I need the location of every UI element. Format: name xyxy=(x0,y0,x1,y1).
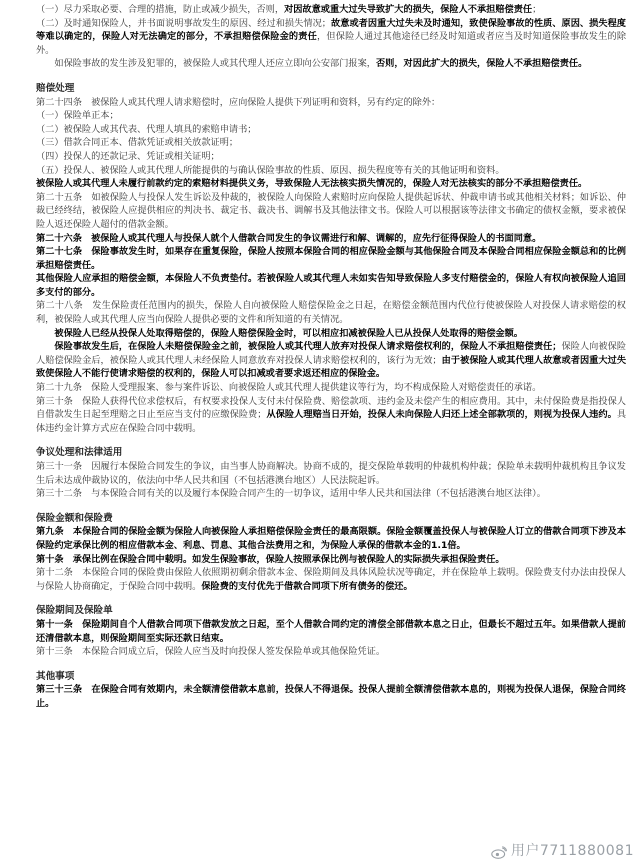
clause-paragraph xyxy=(36,395,626,436)
bold-clause-text: 由于被保险人或其代理人故意或者因重大过失致使保险人不能行使请求赔偿的权利的，保险人可以扣减或者要求返还相应的保险金。 xyxy=(36,354,627,380)
bold-clause-text: 故意或者因重大过失未及时通知，致使保险事故的性质、原因、损失程度等难以确定的，保险人对无法确定的部分，不承担赔偿保险金的责任 xyxy=(36,17,626,43)
clause-text: 第三十二条 与本保险合同有关的以及履行本保险合同产生的一切争议，适用中华人民共和国法律（不包括港澳台地区法律）。 xyxy=(36,488,546,500)
clause-paragraph xyxy=(36,553,626,567)
watermark-text: 用户7711880081 xyxy=(510,843,634,860)
bold-clause-text: 第九条 本保险合同的保险金额为保险人向被保险人承担赔偿保险金责任的最高限额。保险金额覆盖投保人与被保险人订立的借款合同项下涉及本保险约定承保比例的相应借款本金、利息、罚息、其他合法费用之和，为保险人承保的借款本金的1.1倍。 xyxy=(36,526,626,551)
clause-text: （三）借款合同正本、借款凭证或相关放款证明； xyxy=(36,137,239,149)
clause-paragraph xyxy=(36,123,626,137)
clause-text: 保险人向被保险人赔偿保险金后，被保险人或其代理人未经保险人同意放弃对投保人请求赔偿权利的，该行为无效； xyxy=(36,341,627,366)
clause-paragraph xyxy=(36,17,626,58)
clause-paragraph xyxy=(36,645,626,659)
policy-document xyxy=(36,3,626,711)
clause-text: 第十二条 本保险合同的保险费由保险人依照期初剩余借款本金、保险期间及具体风险状况等确定，并在保险单上载明。保险费支付办法由投保人与保险人协商确定，于保险合同中载明。 xyxy=(36,567,626,592)
clause-paragraph xyxy=(36,3,626,17)
clause-paragraph xyxy=(36,525,626,552)
clause-paragraph xyxy=(36,109,626,123)
clause-paragraph xyxy=(36,381,626,395)
clause-paragraph xyxy=(36,96,626,110)
bold-clause-text: 保险费的支付优先于借款合同项下所有债务的偿还。 xyxy=(201,580,413,592)
clause-paragraph xyxy=(36,566,626,593)
clause-text: 如保险事故的发生涉及犯罪的，被保险人或其代理人还应立即向公安部门报案， xyxy=(54,58,376,70)
section-heading: 保险期间及保险单 xyxy=(36,605,113,617)
clause-paragraph xyxy=(36,191,626,232)
clause-paragraph xyxy=(36,683,626,710)
bold-clause-text: 第二十七条 保险事故发生时，如果存在重复保险，保险人按照本保险合同的相应保险金额与其他保险合同及本保险合同相应保险金额总和的比例承担赔偿责任。 xyxy=(36,246,626,271)
clause-text: 第三十条 保险人获得代位求偿权后，有权要求投保人支付未付保险费、赔偿款项、违约金及未偿产生的相应费用。其中，未付保险费是指投保人自借款发生日起至理赔之日止至应当支付的应缴保险费； xyxy=(36,395,626,421)
clause-paragraph xyxy=(36,327,626,341)
section-heading: 争议处理和法律适用 xyxy=(36,447,123,459)
bold-clause-text: 被保险人或其代理人未履行前款约定的索赔材料提供义务，导致保险人无法核实损失情况的，保险人对无法核实的部分不承担赔偿责任。 xyxy=(36,178,588,190)
clause-paragraph xyxy=(36,460,626,487)
clause-text: 具体违约金计算方式应在保险合同中载明。 xyxy=(36,409,627,434)
clause-paragraph xyxy=(36,57,626,71)
clause-paragraph xyxy=(36,150,626,164)
section-heading: 保险金额和保险费 xyxy=(36,512,113,524)
clause-text: 第二十四条 被保险人或其代理人请求赔偿时，应向保险人提供下列证明和资料，另有约定的除外： xyxy=(36,96,441,108)
bold-clause-text: 第二十六条 被保险人或其代理人与投保人就个人借款合同发生的争议需进行和解、调解的，应先行征得保险人的书面同意。 xyxy=(36,232,542,244)
clause-paragraph xyxy=(36,232,626,246)
bold-clause-text: 对因故意或重大过失导致扩大的损失，保险人不承担赔偿责任 xyxy=(284,4,533,15)
clause-text: ，但保险人通过其他途径已经及时知道或者应当及时知道保险事故发生的除外。 xyxy=(36,31,627,56)
clause-text: 第十三条 本保险合同成立后，保险人应当及时向投保人签发保险单或其他保险凭证。 xyxy=(36,646,386,658)
clause-text: 第二十八条 发生保险责任范围内的损失，保险人自向被保险人赔偿保险金之日起，在赔偿金额范围内代位行使被保险人对投保人请求赔偿的权利，被保险人或其代理人应当向保险人提供必要的文件和所知道的有关情况。 xyxy=(36,300,626,326)
bold-clause-text: 第十条 承保比例在保险合同中载明。如发生保险事故，保险人按照承保比例与被保险人的实际损失承担保险责任。 xyxy=(36,553,505,565)
clause-text: 第三十一条 因履行本保险合同发生的争议，由当事人协商解决。协商不成的，提交保险单载明的仲裁机构仲裁；保险单未载明仲裁机构且争议发生后未达成仲裁协议的，依法向中华人民共和国（不包括港澳台地区）人民法院起诉。 xyxy=(36,461,626,486)
clause-text: 第二十九条 保险人受理报案、参与案件诉讼、向被保险人或其代理人提供建议等行为，均不构成保险人对赔偿责任的承诺。 xyxy=(36,382,542,394)
clause-paragraph xyxy=(36,272,626,299)
clause-paragraph xyxy=(36,136,626,150)
bold-clause-text: 第三十三条 在保险合同有效期内，未全额清偿借款本息前，投保人不得退保。投保人提前全额清偿借款本息的，则视为投保人退保，保险合同终止。 xyxy=(36,684,626,709)
clause-text: （一）保险单正本； xyxy=(36,110,119,122)
bold-clause-text: 否则，对因此扩大的损失，保险人不承担赔偿责任。 xyxy=(375,58,588,70)
clause-paragraph xyxy=(36,164,626,178)
clause-paragraph xyxy=(36,487,626,501)
clause-paragraph xyxy=(36,340,626,381)
clause-text: （二）及时通知保险人，并书面说明事故发生的原因、经过和损失情况； xyxy=(36,17,331,29)
clause-text: （五）投保人、被保险人或其代理人所能提供的与确认保险事故的性质、原因、损失程度等有关的其他证明和资料。 xyxy=(36,164,505,176)
clause-paragraph xyxy=(36,618,626,645)
section-heading: 其他事项 xyxy=(36,670,75,682)
clause-text: ； xyxy=(532,4,542,15)
clause-paragraph xyxy=(36,245,626,272)
bold-clause-text: 第十一条 保险期间自个人借款合同项下借款发放之日起，至个人借款合同约定的清偿全部借款本息之日止，但最长不超过五年。如果借款人提前还清借款本息，则保险期间至实际还款日结束。 xyxy=(36,618,626,644)
watermark xyxy=(491,845,634,859)
bold-clause-text: 从保险人理赔当日开始，投保人未向保险人归还上述全部款项的，则视为投保人违约。 xyxy=(266,409,617,421)
clause-text: （四）投保人的还款记录、凭证或相关证明； xyxy=(36,150,220,162)
clause-text: （二）被保险人或其代表、代理人填具的索赔申请书； xyxy=(36,123,257,135)
bold-clause-text: 其他保险人应承担的赔偿金额，本保险人不负责垫付。若被保险人或其代理人未如实告知导致保险人多支付赔偿金的，保险人有权向被保险人追回多支付的部分。 xyxy=(36,273,626,298)
clause-paragraph xyxy=(36,299,626,326)
clause-text: （一）尽力采取必要、合理的措施，防止或减少损失，否则， xyxy=(36,4,285,15)
clause-text: 第二十五条 如被保险人与投保人发生诉讼及仲裁的，被保险人向保险人索赔时应向保险人提供起诉状、仲裁申请书或其他相关材料；如诉讼、仲裁已经终结，被保险人应提供相应的判决书、裁定书、裁决书、调解书及其他法律文书。保险人可以根据该等法律文书确定的债权金额，要求被保险人返还保险人超付的借款金额。 xyxy=(36,191,626,230)
weibo-logo-icon xyxy=(491,846,507,859)
bold-clause-text: 被保险人已经从投保人处取得赔偿的，保险人赔偿保险金时，可以相应扣减被保险人已从投保人处取得的赔偿金额。 xyxy=(54,327,523,339)
bold-clause-text: 保险事故发生后，在保险人未赔偿保险金之前，被保险人或其代理人放弃对投保人请求赔偿权利的，保险人不承担赔偿责任； xyxy=(54,341,562,353)
section-heading: 赔偿处理 xyxy=(36,82,75,94)
clause-paragraph xyxy=(36,177,626,191)
